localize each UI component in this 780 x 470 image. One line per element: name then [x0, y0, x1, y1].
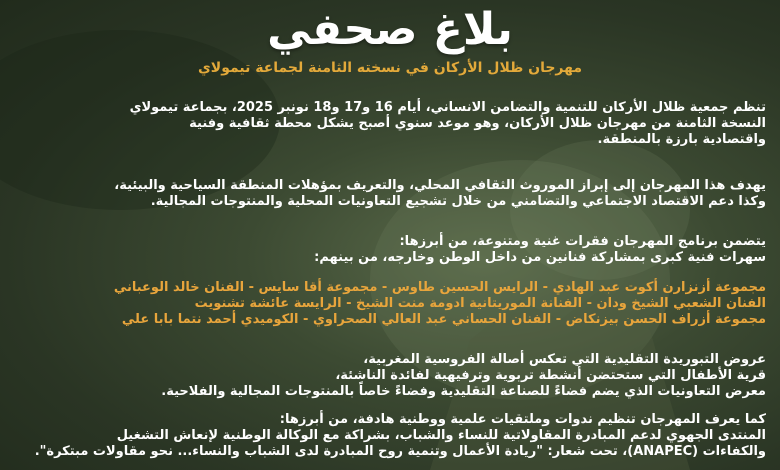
forums-line: المنتدى الجهوي لدعم المبادرة المقاولاتية للنساء والشباب، بشراكة مع الوكالة الوطنية لإنعاش التشغيل	[116, 428, 766, 443]
intro-paragraph	[14, 100, 766, 148]
forums-paragraph	[14, 412, 766, 460]
activity-line: معرض التعاونيات الذي يضم فضاءً للصناعة التقليدية وفضاءً خاصاً بالمنتوجات المجالية والفلاحية.	[161, 384, 766, 399]
artists-list	[14, 280, 766, 328]
intro-line: النسخة الثامنة من مهرجان ظلال الأركان، وهو موعد سنوي أصبح يشكل محطة ثقافية وفنية	[189, 116, 766, 131]
page-subtitle: مهرجان ظلال الأركان في نسخته الثامنة لجماعة تيمولاي	[197, 60, 583, 76]
program-paragraph	[14, 234, 766, 266]
activities-list	[14, 352, 766, 400]
activity-line: قرية الأطفال التي ستحتضن أنشطة تربوية وترفيهية لفائدة الناشئة،	[335, 368, 766, 383]
artists-line: مجموعة أزنزارن أكوت عبد الهادي - الرايس الحسين طاوس - مجموعة أقا سايس - الفنان خالد الوعباني	[113, 280, 766, 295]
goals-line: يهدف هذا المهرجان إلى إبراز الموروث الثقافي المحلي، والتعريف بمؤهلات المنطقة السياحية والبيئية،	[114, 178, 766, 193]
page-title: بلاغ صحفي	[267, 4, 513, 55]
goals-paragraph	[14, 178, 766, 210]
forums-line: والكفاءات (ANAPEC)، تحت شعار: "ريادة الأعمال وتنمية روح المبادرة لدى الشباب والنساء... نحو مقاولات مبتكرة".	[34, 444, 766, 459]
activity-line: عروض التبوريدة التقليدية التي تعكس أصالة الفروسية المغربية،	[363, 352, 766, 367]
program-line: يتضمن برنامج المهرجان فقرات غنية ومتنوعة، من أبرزها:	[399, 234, 766, 249]
forums-line: كما يعرف المهرجان تنظيم ندوات وملتقيات علمية ووطنية هادفة، من أبرزها:	[279, 412, 766, 427]
goals-line: وكذا دعم الاقتصاد الاجتماعي والتضامني من خلال تشجيع التعاونيات المحلية والمنتوجات المجالية.	[150, 194, 766, 209]
artists-line: الفنان الشعبي الشيخ ودان - الفنانة الموريتانية ادومة منت الشيخ - الرايسة عائشة تشنويت	[194, 296, 766, 311]
program-line: سهرات فنية كبرى بمشاركة فنانين من داخل الوطن وخارجه، من بينهم:	[314, 250, 766, 265]
artists-line: مجموعة أزراف الحسن بيزنكاض - الفنان الحساني عبد العالي الصحراوي - الكوميدي أحمد نتما بابا علي	[121, 312, 766, 327]
intro-line: تنظم جمعية ظلال الأركان للتنمية والتضامن الانساني، أيام 16 و17 و18 نونبر 2025، بجماعة تيمولاي	[129, 100, 766, 115]
intro-line: واقتصادية بارزة بالمنطقة.	[597, 132, 766, 147]
